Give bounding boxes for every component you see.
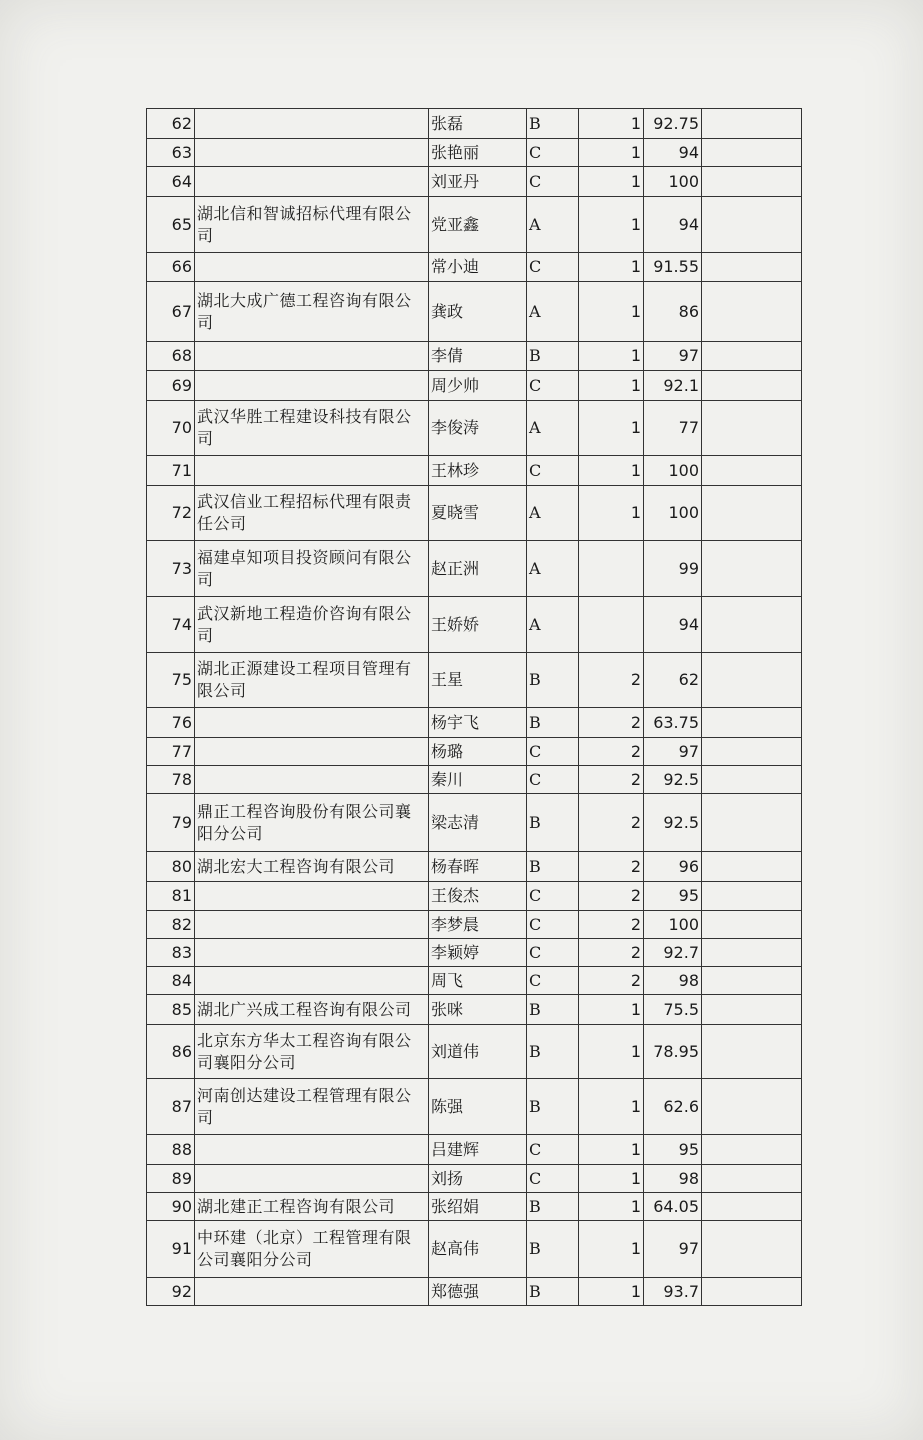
table-row — [147, 939, 802, 967]
count-cell: 2 — [579, 967, 644, 995]
score-cell: 92.7 — [644, 939, 702, 967]
score-cell: 97 — [644, 1221, 702, 1278]
grade-cell: B — [527, 708, 579, 738]
table-row — [147, 1221, 802, 1278]
row-number-cell: 90 — [147, 1193, 195, 1221]
person-name-cell: 刘扬 — [429, 1165, 527, 1193]
score-cell: 94 — [644, 139, 702, 167]
company-cell — [195, 456, 429, 486]
company-cell: 湖北大成广德工程咨询有限公司 — [195, 282, 429, 342]
person-name-cell: 张咪 — [429, 995, 527, 1025]
table-row — [147, 456, 802, 486]
table-row — [147, 597, 802, 653]
row-number-cell: 63 — [147, 139, 195, 167]
table-row — [147, 197, 802, 253]
blank-cell — [702, 653, 802, 708]
blank-cell — [702, 967, 802, 995]
person-name-cell: 杨璐 — [429, 738, 527, 766]
grade-cell: C — [527, 167, 579, 197]
table-row — [147, 708, 802, 738]
score-cell: 78.95 — [644, 1025, 702, 1079]
table-row — [147, 967, 802, 995]
person-name-cell: 王娇娇 — [429, 597, 527, 653]
grade-cell: B — [527, 1193, 579, 1221]
score-cell: 95 — [644, 1135, 702, 1165]
grade-cell: B — [527, 1079, 579, 1135]
count-cell: 1 — [579, 139, 644, 167]
company-cell — [195, 911, 429, 939]
score-table — [146, 108, 802, 1306]
grade-cell: C — [527, 939, 579, 967]
count-cell: 1 — [579, 1079, 644, 1135]
blank-cell — [702, 597, 802, 653]
score-cell: 93.7 — [644, 1278, 702, 1306]
company-cell — [195, 371, 429, 401]
score-cell: 92.75 — [644, 109, 702, 139]
blank-cell — [702, 1025, 802, 1079]
person-name-cell: 吕建辉 — [429, 1135, 527, 1165]
count-cell: 1 — [579, 1025, 644, 1079]
grade-cell: C — [527, 1165, 579, 1193]
company-cell: 武汉信业工程招标代理有限责任公司 — [195, 486, 429, 541]
grade-cell: C — [527, 139, 579, 167]
row-number-cell: 77 — [147, 738, 195, 766]
grade-cell: B — [527, 342, 579, 371]
count-cell: 1 — [579, 401, 644, 456]
table-row — [147, 1193, 802, 1221]
company-cell: 武汉华胜工程建设科技有限公司 — [195, 401, 429, 456]
blank-cell — [702, 794, 802, 852]
count-cell: 1 — [579, 1135, 644, 1165]
row-number-cell: 92 — [147, 1278, 195, 1306]
score-cell: 63.75 — [644, 708, 702, 738]
score-cell: 100 — [644, 456, 702, 486]
person-name-cell: 李颖婷 — [429, 939, 527, 967]
company-cell — [195, 738, 429, 766]
row-number-cell: 74 — [147, 597, 195, 653]
count-cell: 1 — [579, 1165, 644, 1193]
blank-cell — [702, 139, 802, 167]
count-cell: 2 — [579, 738, 644, 766]
person-name-cell: 梁志清 — [429, 794, 527, 852]
row-number-cell: 85 — [147, 995, 195, 1025]
company-cell — [195, 967, 429, 995]
score-cell: 92.5 — [644, 794, 702, 852]
blank-cell — [702, 253, 802, 282]
person-name-cell: 张艳丽 — [429, 139, 527, 167]
score-cell: 86 — [644, 282, 702, 342]
grade-cell: A — [527, 197, 579, 253]
row-number-cell: 82 — [147, 911, 195, 939]
row-number-cell: 86 — [147, 1025, 195, 1079]
company-cell — [195, 882, 429, 911]
person-name-cell: 党亚鑫 — [429, 197, 527, 253]
grade-cell: B — [527, 995, 579, 1025]
table-row — [147, 139, 802, 167]
count-cell — [579, 597, 644, 653]
company-cell — [195, 109, 429, 139]
company-cell — [195, 939, 429, 967]
table-row — [147, 1278, 802, 1306]
count-cell: 2 — [579, 911, 644, 939]
count-cell: 1 — [579, 282, 644, 342]
grade-cell: B — [527, 1025, 579, 1079]
score-cell: 64.05 — [644, 1193, 702, 1221]
company-cell — [195, 139, 429, 167]
grade-cell: C — [527, 253, 579, 282]
count-cell: 1 — [579, 342, 644, 371]
company-cell: 鼎正工程咨询股份有限公司襄阳分公司 — [195, 794, 429, 852]
blank-cell — [702, 1278, 802, 1306]
company-cell — [195, 1165, 429, 1193]
blank-cell — [702, 167, 802, 197]
blank-cell — [702, 1165, 802, 1193]
row-number-cell: 80 — [147, 852, 195, 882]
row-number-cell: 62 — [147, 109, 195, 139]
company-cell — [195, 167, 429, 197]
table-row — [147, 995, 802, 1025]
row-number-cell: 66 — [147, 253, 195, 282]
row-number-cell: 76 — [147, 708, 195, 738]
person-name-cell: 刘道伟 — [429, 1025, 527, 1079]
table-row — [147, 911, 802, 939]
company-cell — [195, 1135, 429, 1165]
row-number-cell: 70 — [147, 401, 195, 456]
person-name-cell: 李俊涛 — [429, 401, 527, 456]
company-cell — [195, 766, 429, 794]
person-name-cell: 陈强 — [429, 1079, 527, 1135]
table-row — [147, 541, 802, 597]
blank-cell — [702, 541, 802, 597]
row-number-cell: 91 — [147, 1221, 195, 1278]
count-cell: 2 — [579, 766, 644, 794]
blank-cell — [702, 766, 802, 794]
person-name-cell: 杨宇飞 — [429, 708, 527, 738]
score-cell: 99 — [644, 541, 702, 597]
row-number-cell: 88 — [147, 1135, 195, 1165]
table-row — [147, 852, 802, 882]
person-name-cell: 王林珍 — [429, 456, 527, 486]
row-number-cell: 68 — [147, 342, 195, 371]
table-row — [147, 401, 802, 456]
person-name-cell: 周少帅 — [429, 371, 527, 401]
score-cell: 95 — [644, 882, 702, 911]
company-cell: 湖北正源建设工程项目管理有限公司 — [195, 653, 429, 708]
person-name-cell: 常小迪 — [429, 253, 527, 282]
row-number-cell: 72 — [147, 486, 195, 541]
count-cell: 1 — [579, 371, 644, 401]
person-name-cell: 李梦晨 — [429, 911, 527, 939]
grade-cell: B — [527, 1278, 579, 1306]
score-cell: 100 — [644, 486, 702, 541]
count-cell: 2 — [579, 852, 644, 882]
table-row — [147, 882, 802, 911]
row-number-cell: 81 — [147, 882, 195, 911]
blank-cell — [702, 738, 802, 766]
score-cell: 75.5 — [644, 995, 702, 1025]
grade-cell: A — [527, 401, 579, 456]
blank-cell — [702, 1135, 802, 1165]
count-cell: 2 — [579, 794, 644, 852]
row-number-cell: 69 — [147, 371, 195, 401]
blank-cell — [702, 109, 802, 139]
score-cell: 100 — [644, 911, 702, 939]
person-name-cell: 周飞 — [429, 967, 527, 995]
score-table-body — [147, 109, 802, 1306]
blank-cell — [702, 342, 802, 371]
person-name-cell: 赵高伟 — [429, 1221, 527, 1278]
table-row — [147, 1079, 802, 1135]
blank-cell — [702, 939, 802, 967]
person-name-cell: 龚政 — [429, 282, 527, 342]
blank-cell — [702, 708, 802, 738]
blank-cell — [702, 456, 802, 486]
company-cell: 湖北宏大工程咨询有限公司 — [195, 852, 429, 882]
company-cell — [195, 708, 429, 738]
company-cell: 河南创达建设工程管理有限公司 — [195, 1079, 429, 1135]
grade-cell: C — [527, 1135, 579, 1165]
score-cell: 97 — [644, 738, 702, 766]
row-number-cell: 89 — [147, 1165, 195, 1193]
score-cell: 77 — [644, 401, 702, 456]
blank-cell — [702, 1193, 802, 1221]
grade-cell: A — [527, 541, 579, 597]
row-number-cell: 83 — [147, 939, 195, 967]
grade-cell: A — [527, 282, 579, 342]
blank-cell — [702, 882, 802, 911]
score-cell: 94 — [644, 597, 702, 653]
count-cell: 1 — [579, 995, 644, 1025]
blank-cell — [702, 1079, 802, 1135]
row-number-cell: 79 — [147, 794, 195, 852]
row-number-cell: 67 — [147, 282, 195, 342]
person-name-cell: 王俊杰 — [429, 882, 527, 911]
company-cell — [195, 1278, 429, 1306]
score-cell: 98 — [644, 967, 702, 995]
company-cell: 武汉新地工程造价咨询有限公司 — [195, 597, 429, 653]
grade-cell: C — [527, 456, 579, 486]
grade-cell: C — [527, 371, 579, 401]
table-row — [147, 371, 802, 401]
company-cell: 湖北广兴成工程咨询有限公司 — [195, 995, 429, 1025]
row-number-cell: 78 — [147, 766, 195, 794]
score-cell: 62.6 — [644, 1079, 702, 1135]
company-cell: 中环建（北京）工程管理有限公司襄阳分公司 — [195, 1221, 429, 1278]
grade-cell: A — [527, 486, 579, 541]
row-number-cell: 73 — [147, 541, 195, 597]
grade-cell: B — [527, 1221, 579, 1278]
row-number-cell: 65 — [147, 197, 195, 253]
count-cell: 2 — [579, 882, 644, 911]
company-cell — [195, 253, 429, 282]
table-row — [147, 1165, 802, 1193]
blank-cell — [702, 282, 802, 342]
person-name-cell: 秦川 — [429, 766, 527, 794]
score-cell: 97 — [644, 342, 702, 371]
person-name-cell: 王星 — [429, 653, 527, 708]
row-number-cell: 64 — [147, 167, 195, 197]
count-cell: 1 — [579, 167, 644, 197]
person-name-cell: 李倩 — [429, 342, 527, 371]
blank-cell — [702, 486, 802, 541]
person-name-cell: 张绍娟 — [429, 1193, 527, 1221]
person-name-cell: 郑德强 — [429, 1278, 527, 1306]
score-cell: 98 — [644, 1165, 702, 1193]
row-number-cell: 84 — [147, 967, 195, 995]
blank-cell — [702, 995, 802, 1025]
table-row — [147, 342, 802, 371]
row-number-cell: 71 — [147, 456, 195, 486]
grade-cell: A — [527, 597, 579, 653]
grade-cell: C — [527, 766, 579, 794]
blank-cell — [702, 371, 802, 401]
table-row — [147, 653, 802, 708]
table-row — [147, 282, 802, 342]
grade-cell: B — [527, 109, 579, 139]
count-cell: 1 — [579, 456, 644, 486]
table-row — [147, 738, 802, 766]
person-name-cell: 夏晓雪 — [429, 486, 527, 541]
grade-cell: B — [527, 794, 579, 852]
row-number-cell: 75 — [147, 653, 195, 708]
score-cell: 92.5 — [644, 766, 702, 794]
count-cell: 2 — [579, 939, 644, 967]
table-row — [147, 253, 802, 282]
score-cell: 100 — [644, 167, 702, 197]
score-cell: 62 — [644, 653, 702, 708]
company-cell: 福建卓知项目投资顾问有限公司 — [195, 541, 429, 597]
score-cell: 92.1 — [644, 371, 702, 401]
blank-cell — [702, 1221, 802, 1278]
company-cell — [195, 342, 429, 371]
count-cell: 2 — [579, 708, 644, 738]
grade-cell: C — [527, 967, 579, 995]
score-table-container — [146, 108, 801, 1306]
score-cell: 96 — [644, 852, 702, 882]
row-number-cell: 87 — [147, 1079, 195, 1135]
count-cell: 1 — [579, 1221, 644, 1278]
company-cell: 湖北建正工程咨询有限公司 — [195, 1193, 429, 1221]
table-row — [147, 794, 802, 852]
table-row — [147, 1025, 802, 1079]
grade-cell: B — [527, 852, 579, 882]
count-cell: 2 — [579, 653, 644, 708]
table-row — [147, 766, 802, 794]
table-row — [147, 109, 802, 139]
company-cell: 湖北信和智诚招标代理有限公司 — [195, 197, 429, 253]
count-cell: 1 — [579, 486, 644, 541]
count-cell: 1 — [579, 1278, 644, 1306]
person-name-cell: 张磊 — [429, 109, 527, 139]
score-cell: 94 — [644, 197, 702, 253]
count-cell: 1 — [579, 197, 644, 253]
blank-cell — [702, 911, 802, 939]
grade-cell: C — [527, 882, 579, 911]
count-cell — [579, 541, 644, 597]
blank-cell — [702, 197, 802, 253]
count-cell: 1 — [579, 109, 644, 139]
table-row — [147, 1135, 802, 1165]
score-cell: 91.55 — [644, 253, 702, 282]
person-name-cell: 杨春晖 — [429, 852, 527, 882]
company-cell: 北京东方华太工程咨询有限公司襄阳分公司 — [195, 1025, 429, 1079]
blank-cell — [702, 852, 802, 882]
person-name-cell: 刘亚丹 — [429, 167, 527, 197]
person-name-cell: 赵正洲 — [429, 541, 527, 597]
table-row — [147, 167, 802, 197]
count-cell: 1 — [579, 1193, 644, 1221]
grade-cell: B — [527, 653, 579, 708]
count-cell: 1 — [579, 253, 644, 282]
grade-cell: C — [527, 738, 579, 766]
blank-cell — [702, 401, 802, 456]
table-row — [147, 486, 802, 541]
grade-cell: C — [527, 911, 579, 939]
